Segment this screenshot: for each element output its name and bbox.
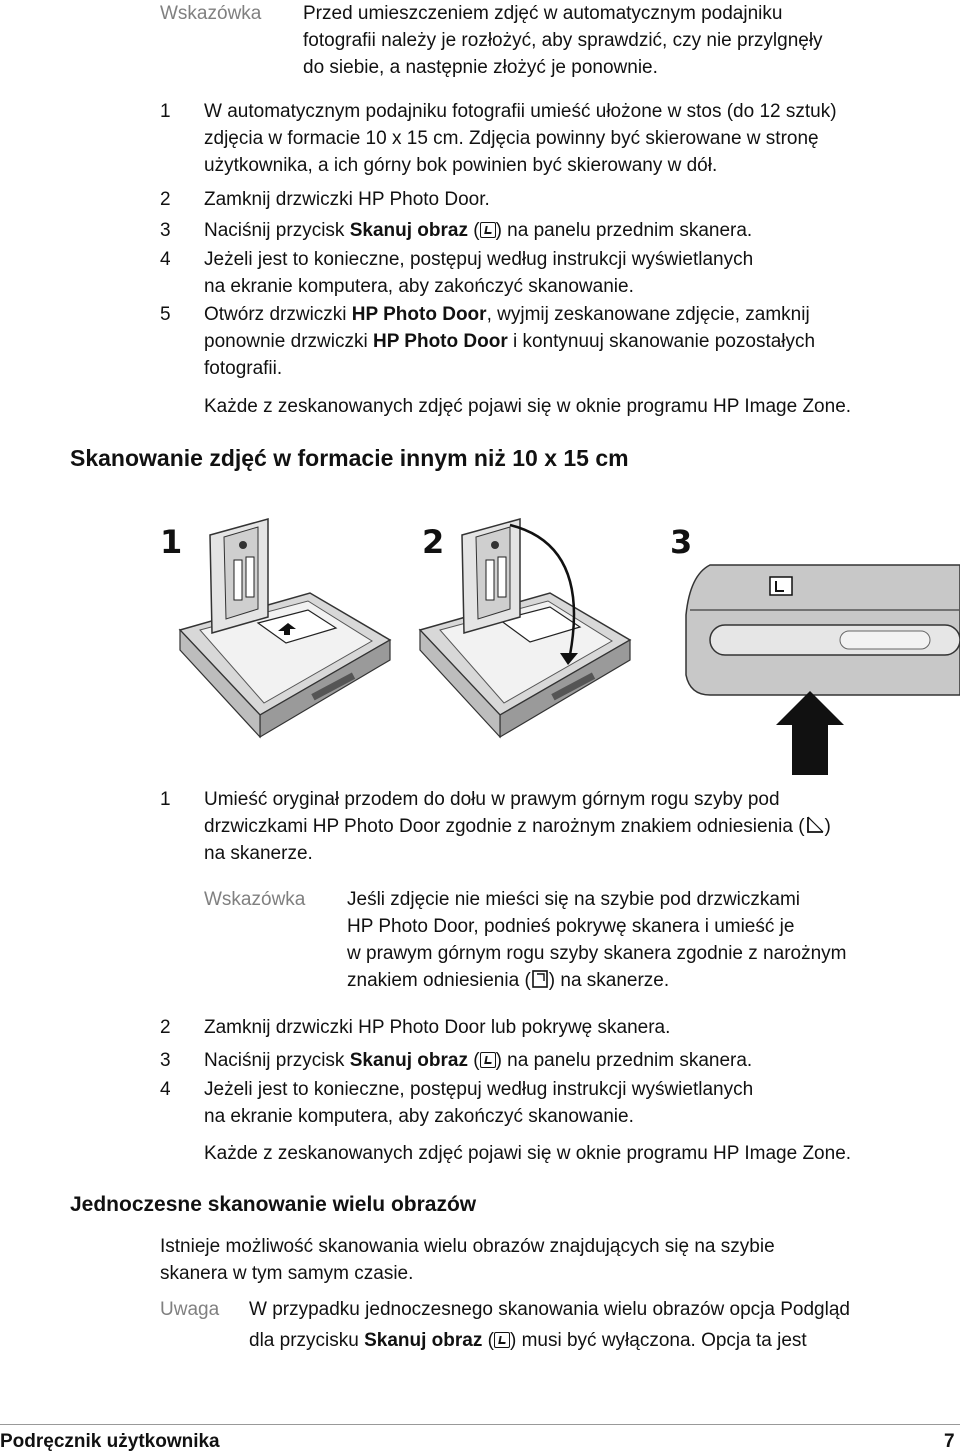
tip-label: Wskazówka xyxy=(204,889,306,910)
page-number: 7 xyxy=(944,1431,955,1452)
step-result: Każde z zeskanowanych zdjęć pojawi się w oknie programu HP Image Zone. xyxy=(204,1143,852,1164)
figure-step-number: 1 xyxy=(160,523,183,561)
step-number: 2 xyxy=(160,189,171,210)
step-number: 4 xyxy=(160,1079,171,1100)
glass-corner-reference-icon xyxy=(531,969,549,989)
scan-picture-icon xyxy=(494,1332,510,1348)
corner-reference-icon xyxy=(805,815,825,835)
step-number: 5 xyxy=(160,304,171,325)
footer-divider xyxy=(0,1424,960,1425)
step-text: Jeżeli jest to konieczne, postępuj według instrukcji wyświetlanych xyxy=(204,249,754,270)
scan-picture-icon xyxy=(480,222,496,238)
paragraph-line: skanera w tym samym czasie. xyxy=(160,1263,414,1284)
tip-text-line: fotografii należy je rozłożyć, aby sprawdzić, czy nie przylgnęły xyxy=(303,30,823,51)
step-text: W automatycznym podajniku fotografii umieść ułożone w stos (do 12 sztuk) xyxy=(204,101,837,122)
step-text: ponownie drzwiczki HP Photo Door i kontynuuj skanowanie pozostałych xyxy=(204,331,816,352)
footer-title: Podręcznik użytkownika xyxy=(0,1431,220,1452)
note-text-line: W przypadku jednoczesnego skanowania wielu obrazów opcja Podgląd xyxy=(249,1299,850,1320)
tip-label: Wskazówka xyxy=(160,3,262,24)
step-text: fotografii. xyxy=(204,358,283,379)
section-heading: Jednoczesne skanowanie wielu obrazów xyxy=(70,1193,477,1216)
tip-text-line: HP Photo Door, podnieś pokrywę skanera i umieść je xyxy=(347,916,795,937)
step-text: Otwórz drzwiczki HP Photo Door, wyjmij zeskanowane zdjęcie, zamknij xyxy=(204,304,810,325)
scanner-illustration xyxy=(150,515,960,775)
step-number: 3 xyxy=(160,220,171,241)
tip-text-line: do siebie, a następnie złożyć je ponownie. xyxy=(303,57,658,78)
step-text: zdjęcia w formacie 10 x 15 cm. Zdjęcia powinny być skierowane w stronę xyxy=(204,128,819,149)
step-number: 2 xyxy=(160,1017,171,1038)
step-text: na ekranie komputera, aby zakończyć skanowanie. xyxy=(204,1106,634,1127)
step-text: Naciśnij przycisk Skanuj obraz ( ) na panelu przednim skanera. xyxy=(204,1050,753,1071)
step-text: Zamknij drzwiczki HP Photo Door lub pokrywę skanera. xyxy=(204,1017,671,1038)
panel-2 xyxy=(420,519,630,737)
section-heading: Skanowanie zdjęć w formacie innym niż 10 x 15 cm xyxy=(70,445,629,471)
figure-step-number: 3 xyxy=(670,523,693,561)
panel-1 xyxy=(160,519,390,737)
paragraph-line: Istnieje możliwość skanowania wielu obrazów znajdujących się na szybie xyxy=(160,1236,775,1257)
step-number: 1 xyxy=(160,101,171,122)
step-number: 4 xyxy=(160,249,171,270)
step-text: drzwiczkami HP Photo Door zgodnie z narożnym znakiem odniesienia ( ) xyxy=(204,816,831,837)
step-text: Naciśnij przycisk Skanuj obraz ( ) na panelu przednim skanera. xyxy=(204,220,753,241)
step-number: 3 xyxy=(160,1050,171,1071)
tip-text-line: Przed umieszczeniem zdjęć w automatycznym podajniku xyxy=(303,3,783,24)
step-text: Jeżeli jest to konieczne, postępuj według instrukcji wyświetlanych xyxy=(204,1079,754,1100)
panel-3 xyxy=(670,523,960,775)
tip-text-line: w prawym górnym rogu szyby skanera zgodnie z narożnym xyxy=(347,943,847,964)
note-label: Uwaga xyxy=(160,1299,220,1320)
step-text: na skanerze. xyxy=(204,843,313,864)
tip-text-line: Jeśli zdjęcie nie mieści się na szybie pod drzwiczkami xyxy=(347,889,801,910)
step-text: Zamknij drzwiczki HP Photo Door. xyxy=(204,189,490,210)
step-result: Każde z zeskanowanych zdjęć pojawi się w oknie programu HP Image Zone. xyxy=(204,396,852,417)
note-text-line: dla przycisku Skanuj obraz ( ) musi być wyłączona. Opcja ta jest xyxy=(249,1330,807,1351)
step-text: użytkownika, a ich górny bok powinien być skierowany w dół. xyxy=(204,155,718,176)
tip-text-line: znakiem odniesienia ( ) na skanerze. xyxy=(347,970,670,991)
scan-picture-icon xyxy=(480,1052,496,1068)
step-text: Umieść oryginał przodem do dołu w prawym górnym rogu szyby pod xyxy=(204,789,780,810)
step-text: na ekranie komputera, aby zakończyć skanowanie. xyxy=(204,276,634,297)
figure-step-number: 2 xyxy=(422,523,445,561)
step-number: 1 xyxy=(160,789,171,810)
